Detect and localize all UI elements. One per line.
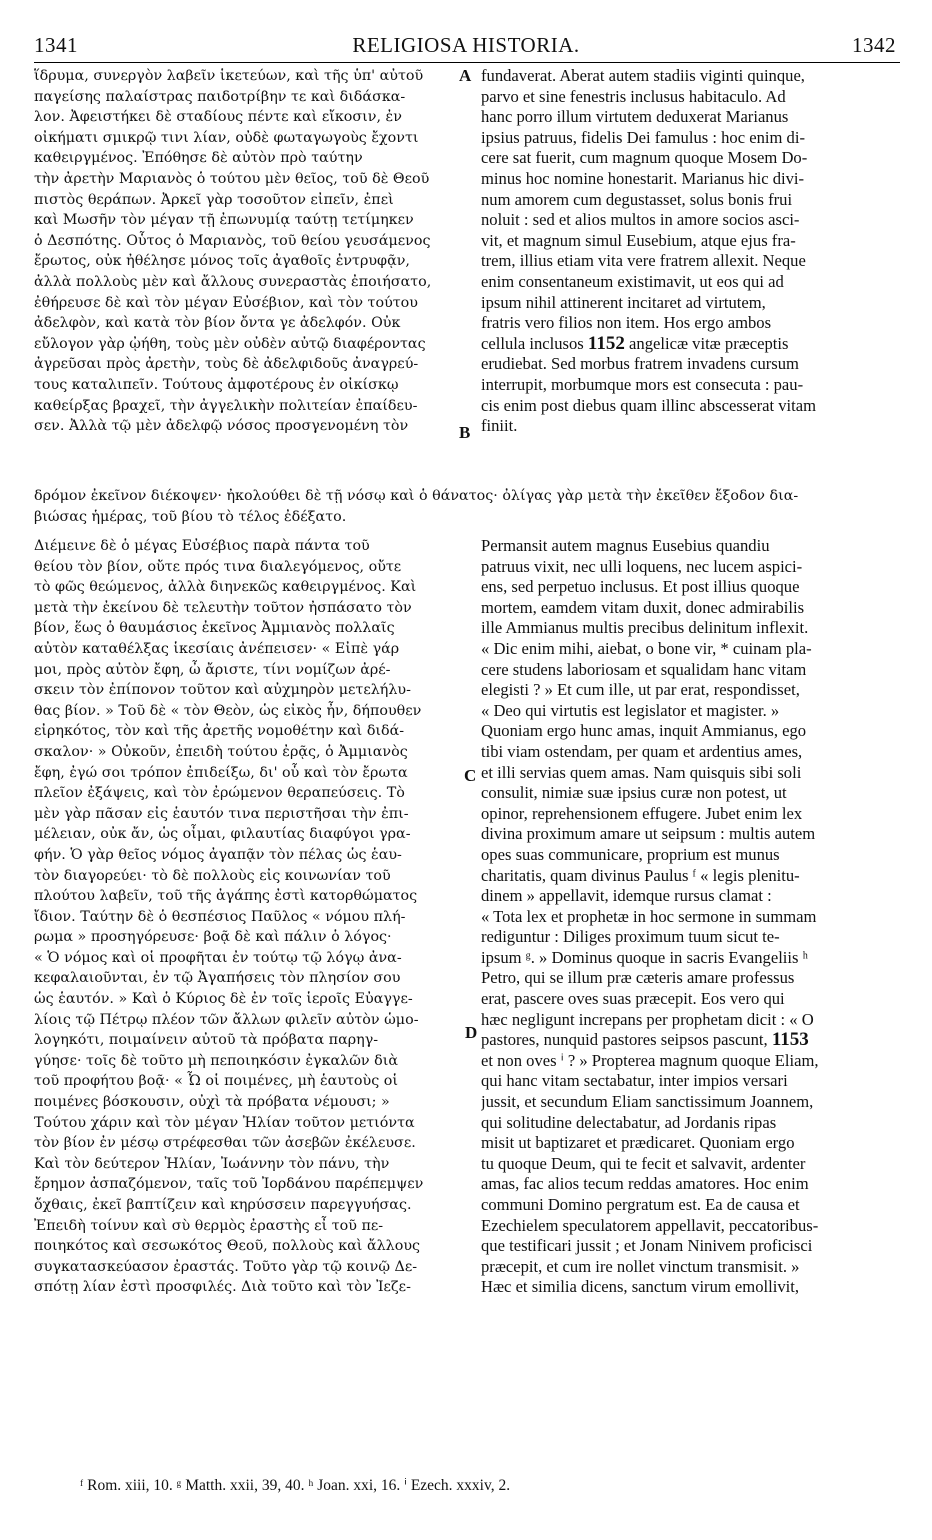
text-fragment: pastores, nunquid pastores seipsos pascunt, [481, 1030, 768, 1050]
text-line: parvo et sine fenestris inclusus habitaculo. Ad [481, 86, 786, 106]
text-line: μοι, πρὸς αὐτὸν ἔφη, ὦ ἄριστε, τίνι νομίζων ἀρέ- [34, 661, 391, 678]
text-line: interrupit, morbumque mors est consecuta : pau- [481, 374, 804, 394]
text-line: cere sat fuerit, cum magnum quoque Mosem Do- [481, 148, 808, 168]
text-line: καὶ Μωσῆν τὸν μέγαν τῇ ἐπωνυμίᾳ ταύτῃ τετίμηκεν [34, 212, 414, 229]
page-header [0, 33, 932, 63]
text-line: τὴν ἀρετὴν Μαριανὸς ὁ τούτου μὲν θεῖος, τοῦ δὲ Θεοῦ [34, 170, 430, 187]
text-line: λίοις τῷ Πέτρῳ πλέον τῶν ἄλλων φιλεῖν αὐτὸν ὡμο- [34, 1011, 419, 1028]
text-line: σπότῃ λίαν ἐστὶ προσφιλές. Διὰ τοῦτο καὶ τὸν Ἰεζε- [34, 1279, 411, 1296]
header-rule [34, 62, 900, 63]
text-line: ὡς ἑαυτόν. » Καὶ ὁ Κύριος δὲ ἐν τοῖς ἱεροῖς Εὐαγγε- [34, 991, 413, 1008]
text-line: enim consentaneum existimavit, ut eos qui ad [481, 271, 784, 291]
text-line: μετὰ τὴν ἐκείνου δὲ τελευτὴν τοῦτον ἠσπάσατο τὸν [34, 599, 412, 616]
text-line: minus hoc nomine honestarit. Marianus hic divi- [481, 168, 805, 188]
text-line: ρωμα » προσηγόρευσε· βοᾷ δὲ καὶ πάλιν ὁ λόγος· [34, 929, 392, 946]
text-line: θείου τὸν βίον, οὔτε πρός τινα διαλεγόμενος, οὔτε [34, 558, 402, 575]
text-line: tu quoque Deum, qui te fecit et salvavit, ardenter [481, 1153, 806, 1173]
text-line: τὸν διαγορεύει· τὸ δὲ πολλοὺς εἰς κοινωνίαν τοῦ [34, 867, 391, 884]
text-line: ὄχθαις, ἐκεῖ βαπτίζειν καὶ κηρύσσειν παρεγγυήσας. [34, 1197, 412, 1213]
text-line: Permansit autem magnus Eusebius quandiu [481, 536, 770, 555]
text-line: et illi servias quem amas. Nam quisquis sibi soli [481, 762, 802, 782]
text-line: μέλειαν, οὐκ ἄν, ὡς οἶμαι, φιλαυτίας διαφύγοι γρα- [34, 826, 411, 843]
text-line: ἔφη, ἐγώ σοι τρόπον ἐπιδείξω, δι' οὗ καὶ τὸν ἔρωτα [34, 764, 408, 781]
text-fragment: angelicæ vitæ præceptis [629, 333, 789, 353]
text-line: jussit, et secundum Eliam sanctissimum Joannem, [481, 1092, 814, 1112]
page-number-right: 1342 [852, 33, 896, 57]
text-line [481, 334, 903, 355]
text-line: Quoniam ergo hunc amas, inquit Ammianus, ego [481, 721, 807, 741]
text-line: δρόμον ἐκεῖνον διέκοψεν· ἠκολούθει δὲ τῇ νόσῳ καὶ ὁ θάνατος· ὀλίγας γὰρ μετὰ τὴν ἐκεῖθεν ἔξοδον δια- [34, 488, 799, 504]
text-line: num amorem cum degustasset, solus bonis frui [481, 189, 793, 209]
text-line: ἔρημον ἀσπαζόμενον, ταῖς τοῦ Ἰορδάνου παρέπεμψεν [34, 1176, 424, 1193]
text-line: καθείρξας βραχεῖ, τὴν ἀγγελικὴν πολιτείαν ἐπαίδευ- [34, 397, 418, 414]
text-line: λογηκότι, ποιμαίνειν αὐτοῦ τὰ πρόβατα παρηγ- [34, 1032, 379, 1049]
text-line: rediguntur : Diliges proximum tuum sicut te- [481, 927, 780, 947]
text-line: fundaverat. Aberat autem stadiis viginti quinque, [481, 66, 805, 85]
text-line: Hæc et similia dicens, sanctum virum emollivit, [481, 1277, 799, 1297]
page-number-left: 1341 [34, 33, 78, 57]
text-line: præcepit, et cum ire nollet vinctum transmisit. » [481, 1256, 800, 1276]
text-line: « Ὁ νόμος καὶ οἱ προφῆται ἐν τούτῳ τῷ λόγῳ ἀνα- [34, 949, 402, 966]
column-number: 1152 [587, 333, 625, 354]
text-line: ipsum ᵍ. » Dominus quoque in sacris Evangeliis ʰ [481, 947, 808, 967]
text-line: communi Domino pergratum est. Ea de causa et [481, 1195, 800, 1214]
text-line: erat, pascere oves suas præcepit. Eos vero qui [481, 989, 785, 1009]
greek-column-top [34, 66, 458, 437]
text-line: « Deo qui virtutis est legislator et magister. » [481, 700, 780, 720]
text-line: et non oves ⁱ ? » Propterea magnum quoque Eliam, [481, 1050, 819, 1070]
margin-marker-a: A [459, 66, 472, 85]
text-line [481, 1030, 903, 1051]
text-line: πλούτου λαβεῖν, τοῦ τῆς ἀγάπης ἐστὶ κατορθώματος [34, 888, 418, 905]
text-line: dinem » appellavit, idemque rursus clamat : [481, 886, 772, 906]
text-line: elegisti ? » Et cum ille, ut par erat, respondisset, [481, 680, 800, 700]
text-line: τους καταλιπεῖν. Τούτους ἀμφοτέρους ἐν οἰκίσκῳ [34, 376, 399, 393]
text-line: ipsius patruus, fidelis Dei famulus : hoc enim di- [481, 127, 805, 147]
text-line: ἀγρεῦσαι πρὸς ἀρετὴν, τοὺς δὲ ἀδελφιδοῦς ἀναγρεύ- [34, 356, 419, 373]
text-line: θας βίον. » Τοῦ δὲ « τὸν Θεὸν, ὡς εἰκὸς ἦν, δήπουθεν [34, 702, 422, 719]
text-line: trem, illius etiam vita vere fratrem allexit. Neque [481, 251, 806, 271]
margin-marker-b: B [459, 423, 471, 442]
latin-column-top [481, 66, 903, 437]
text-line: ἀλλὰ πολλοὺς μὲν καὶ ἄλλους συνεραστὰς ἐποιήσατο, [34, 273, 432, 290]
text-line: ὁ Δεσπότης. Οὗτος ὁ Μαριανὸς, τοῦ θείου γευσάμενος [34, 232, 431, 249]
text-line: παγείσης παλαίστρας παιδοτρίβην τε καὶ διδάσκα- [34, 88, 406, 105]
text-line: οἰκήματι σμικρῷ τινι λίαν, οὐδὲ φωταγωγοὺς ἔχοντι [34, 129, 419, 146]
text-line: σκαλον· » Οὐκοῦν, ἐπειδὴ τούτου ἐρᾷς, ὁ Ἀμμιανὸς [34, 743, 408, 760]
text-line: ipsum nihil attinerent incitaret ad virtutem, [481, 292, 766, 312]
text-line: qui hanc vitam sectabatur, inter impios versari [481, 1071, 788, 1091]
text-line: Petro, qui se illum præ cæteris amare professus [481, 968, 795, 988]
text-line: opes suas communicare, proprium est munus [481, 844, 780, 864]
text-line: λον. Ἀφειστήκει δὲ σταδίους πέντε καὶ εἴκοσιν, ἐν [34, 109, 402, 126]
text-line: ens, sed perpetuo inclusus. Et post illius quoque [481, 577, 800, 597]
text-line: ποιμένες βόσκουσιν, οὐχὶ τὰ πρόβατα νέμουσι; » [34, 1094, 390, 1111]
text-line: fratris vero filios non item. Hos ergo ambos [481, 313, 772, 333]
text-line: Διέμεινε δὲ ὁ μέγας Εὐσέβιος παρὰ πάντα τοῦ [34, 538, 370, 554]
greek-full-width-passage [34, 486, 902, 527]
text-line: tibi viam ostendam, per quam et ardentius ames, [481, 741, 803, 761]
text-line: amas, fac alios tecum reddas amatores. Hoc enim [481, 1174, 809, 1194]
text-line: divina proximum amare ut seipsum : multis autem [481, 824, 816, 844]
text-line: αὐτὸν καταθέλξας ἱκεσίαις ἀνέπεισεν· « Εἰπὲ γάρ [34, 640, 400, 657]
text-line: cere studens laboriosam et squalidam hanc vitam [481, 659, 807, 679]
text-line: ἔρωτος, οὐκ ἠθέλησε μόνος τοῖς ἀγαθοῖς ἐντρυφᾷν, [34, 253, 410, 270]
text-line: τὸν βίον ἐν μέσῳ στρέφεσθαι τῶν ἀσεβῶν ἐκέλευσε. [34, 1135, 416, 1152]
running-title: RELIGIOSA HISTORIA. [352, 33, 580, 57]
latin-column-bottom [481, 536, 903, 1298]
text-line: qui solitudine delectabatur, ad Jordanis ripas [481, 1112, 777, 1132]
text-line: que testificari jussit ; et Jonam Ninivem proficisci [481, 1236, 813, 1256]
text-line: φήν. Ὁ γὰρ θεῖος νόμος ἀγαπᾷν τὸν πέλας ὡς ἑαυ- [34, 846, 402, 863]
text-line: κεφαλαιοῦνται, ἐν τῷ Ἀγαπήσεις τὸν πλησίον σου [34, 970, 401, 987]
text-line: erudiebat. Sed morbus fratrem invadens cursum [481, 354, 799, 374]
text-line: πιστὸς θεράπων. Ἀρκεῖ γὰρ τοσοῦτον εἰπεῖν, ἐπεὶ [34, 191, 394, 208]
text-line: patruus vixit, nec ulli loquens, nec lucem aspici- [481, 556, 803, 576]
text-line: τὸ φῶς θεώμενος, ἀλλὰ διηνεκῶς καθειργμένος. Καὶ [34, 579, 417, 596]
text-line: ille Ammianus multis precibus delinitum inflexit. [481, 618, 809, 638]
text-line: ποιηκότος καὶ σεσωκότος Θεοῦ, πολλοὺς καὶ ἄλλους [34, 1238, 421, 1255]
text-line: συγκατασκεύασον ἐραστάς. Τοῦτο γὰρ τῷ κοινῷ Δε- [34, 1258, 418, 1275]
text-line: σεν. Ἀλλὰ τῷ μὲν ἀδελφῷ νόσος προσγενομένη τὸν [34, 418, 409, 435]
text-line: hæc negligunt increpans per prophetam dicit : « O [481, 1009, 814, 1029]
text-line: Τούτου χάριν καὶ τὸν μέγαν Ἠλίαν τοῦτον μετιόντα [34, 1114, 415, 1131]
text-line: ἀδελφὸν, καὶ κατὰ τὸν βίον ὄντα γε ἀδελφόν. Οὐκ [34, 315, 401, 332]
text-line: καθειργμένος. Ἐπόθησε δὲ αὐτὸν πρὸ ταύτην [34, 150, 363, 167]
text-line: « Tota lex et prophetæ in hoc sermone in summam [481, 906, 817, 926]
column-number: 1153 [771, 1030, 809, 1051]
text-line: Καὶ τὸν δεύτερον Ἠλίαν, Ἰωάννην τὸν πάνυ, τὴν [34, 1155, 390, 1172]
text-line: mortem, eamdem vitam duxit, donec admirabilis [481, 597, 805, 617]
text-line: noluit : sed et alios multos in amore socios asci- [481, 210, 800, 230]
text-line: Ezechielem speculatorem appellavit, peccatoribus- [481, 1215, 819, 1235]
text-line: πλεῖον ἐξάψεις, καὶ τὸν ἐρώμενον θεραπεύσεις. Τὸ [34, 785, 405, 802]
text-line: ἴδιον. Ταύτην δὲ ὁ θεσπέσιος Παῦλος « νόμου πλή- [34, 908, 406, 925]
greek-column-bottom [34, 536, 462, 1298]
text-line: charitatis, quam divinus Paulus ᶠ « legis plenitu- [481, 865, 800, 885]
text-line: γύησε· τοῖς δὲ τοῦτο μὴ πεποιηκόσιν ἐγκαλῶν διὰ [34, 1052, 398, 1069]
margin-marker-c: C [464, 766, 477, 785]
text-line: ἵδρυμα, συνεργὸν λαβεῖν ἱκετεύων, καὶ τῆς ὑπ' αὐτοῦ [34, 68, 424, 84]
text-line: βίον, ἕως ὁ θαυμάσιος ἐκεῖνος Ἀμμιανὸς πολλαῖς [34, 620, 395, 637]
text-line: εἰρηκότος, τὸν καὶ τῆς ἀρετῆς νομοθέτην καὶ διδά- [34, 723, 405, 740]
text-line: hanc porro illum virtutem deduxerat Marianus [481, 107, 789, 127]
text-line: consulit, nimiæ suæ ipsius curæ non potest, ut [481, 783, 787, 803]
text-line: vit, et magnum simul Eusebium, atque ejus fra- [481, 230, 796, 250]
text-line: εὔλογον γὰρ ᾠήθη, τοὺς μὲν οὐδὲν αὐτῷ διαφέροντας [34, 335, 426, 352]
margin-marker-d: D [465, 1023, 478, 1042]
text-line: σκειν τὸν ἐπίπονον τοῦτον καὶ αὐχμηρὸν μετελήλυ- [34, 682, 411, 699]
text-line: « Dic enim mihi, aiebat, o bone vir, * cuinam pla- [481, 638, 812, 658]
text-line: finiit. [481, 416, 518, 436]
text-line: τοῦ προφήτου βοᾷ· « Ὦ οἱ ποιμένες, μὴ ἑαυτοὺς οἱ [34, 1073, 398, 1090]
text-line: Ἐπειδὴ τοίνυν καὶ σὺ θερμὸς ἐραστὴς εἶ τοῦ πε- [34, 1217, 384, 1234]
text-line: opinor, reprehensionem effugere. Jubet enim lex [481, 803, 803, 823]
footnotes: ᶠ Rom. xiii, 10. ᵍ Matth. xxii, 39, 40. ʰ Joan. xxi, 16. ⁱ Ezech. xxxiv, 2. [80, 1477, 511, 1494]
text-fragment: cellula inclusos [481, 333, 584, 353]
text-line: μὲν γὰρ πᾶσαν εἰς ἑαυτόν τινα περιστῆσαι τὴν ἐπι- [34, 805, 409, 822]
text-line: misit ut baptizaret et prædicaret. Quoniam ergo [481, 1133, 795, 1153]
text-line: cis enim post diebus quam illinc abscesserat vitam [481, 395, 817, 415]
text-line: ἐθήρευσε δὲ καὶ τὸν μέγαν Εὐσέβιον, καὶ τὸν τούτου [34, 294, 418, 311]
text-line: βιώσας ἡμέρας, τοῦ βίου τὸ τέλος ἐδέξατο. [34, 508, 347, 525]
